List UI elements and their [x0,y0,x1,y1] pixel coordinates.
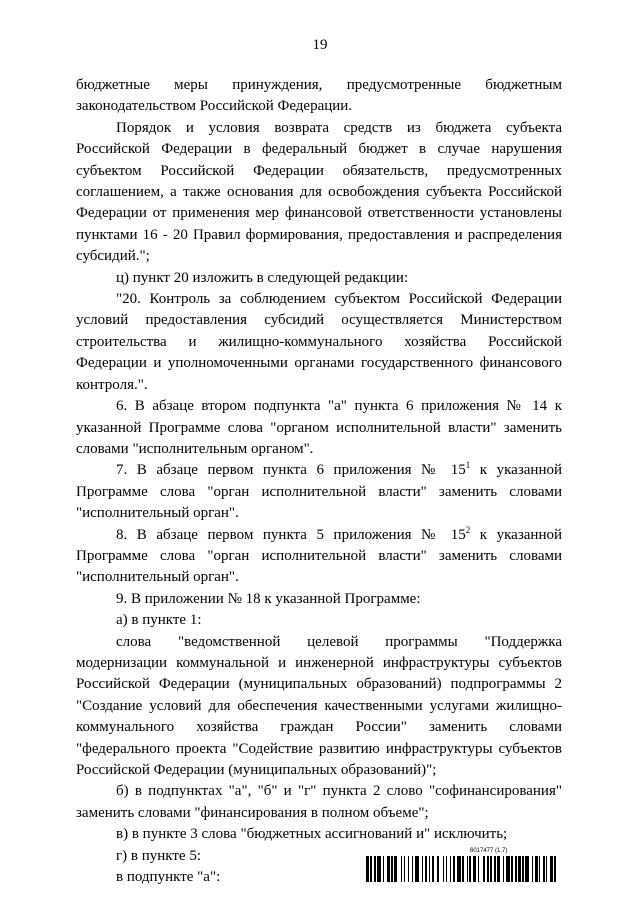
paragraph: Порядок и условия возврата средств из бюджета субъекта Российской Федерации в федеральный бюджет в случае нарушения субъектом Российской Федерации обязательств, предусмотренных соглашением, а также основания для освобождения субъекта Российской Федерации от применения мер финансовой ответственности установлены пунктами 16 - 20 Правил формирования, предоставления и распределения субсидий."; [76,119,562,265]
paragraph: б) в подпунктах "а", "б" и "г" пункта 2 слово "софинансирования" заменить словами "финансирования в полном объеме"; [76,783,562,821]
barcode-label: 6017477 (1.7) [470,848,508,854]
paragraph: в подпункте "а": [116,869,221,886]
paragraph-text: 8. В абзаце первом пункта 5 приложения № 15 [116,526,466,543]
page-number: 19 [312,37,328,53]
paragraph-text: к указанной Программе слова "орган исполнительной власти" заменить словами "исполнительный орган". [76,462,562,522]
paragraph [76,525,562,589]
barcode [366,856,560,882]
paragraph: а) в пункте 1: [116,612,202,629]
paragraph: бюджетные меры принуждения, предусмотренные бюджетным законодательством Российской Федерации. [76,77,562,115]
paragraph [76,460,562,524]
superscript: 2 [465,524,471,535]
paragraph: ц) пункт 20 изложить в следующей редакции: [116,269,409,286]
paragraph: 9. В приложении № 18 к указанной Программе: [116,590,421,607]
paragraph: слова "ведомственной целевой программы "Поддержка модернизации коммунальной и инженерной инфраструктуры субъектов Российской Федерации (муниципальных образований) подпрограммы 2 "Создание условий для обеспечения качественными услугами жилищно-коммунального хозяйства граждан России" заменить словами "федерального проекта "Содействие развитию инфраструктуры субъектов Российской Федерации (муниципальных образований)"; [76,633,562,778]
paragraph: в) в пункте 3 слова "бюджетных ассигнований и" исключить; [116,826,508,843]
document-body [76,75,562,888]
paragraph-text: к указанной Программе слова "орган исполнительной власти" заменить словами "исполнительный орган". [76,526,562,586]
paragraph: "20. Контроль за соблюдением субъектом Российской Федерации условий предоставления субсидий осуществляется Министерством строительства и жилищно-коммунального хозяйства Российской Федерации и уполномоченными органами государственного финансового контроля.". [76,291,562,393]
paragraph: 6. В абзаце втором подпункта "а" пункта 6 приложения № 14 к указанной Программе слова "органом исполнительной власти" заменить словами "исполнительным органом". [76,398,562,457]
superscript: 1 [465,460,471,471]
paragraph: г) в пункте 5: [116,847,202,864]
paragraph-text: 7. В абзаце первом пункта 6 приложения № 15 [116,462,466,479]
